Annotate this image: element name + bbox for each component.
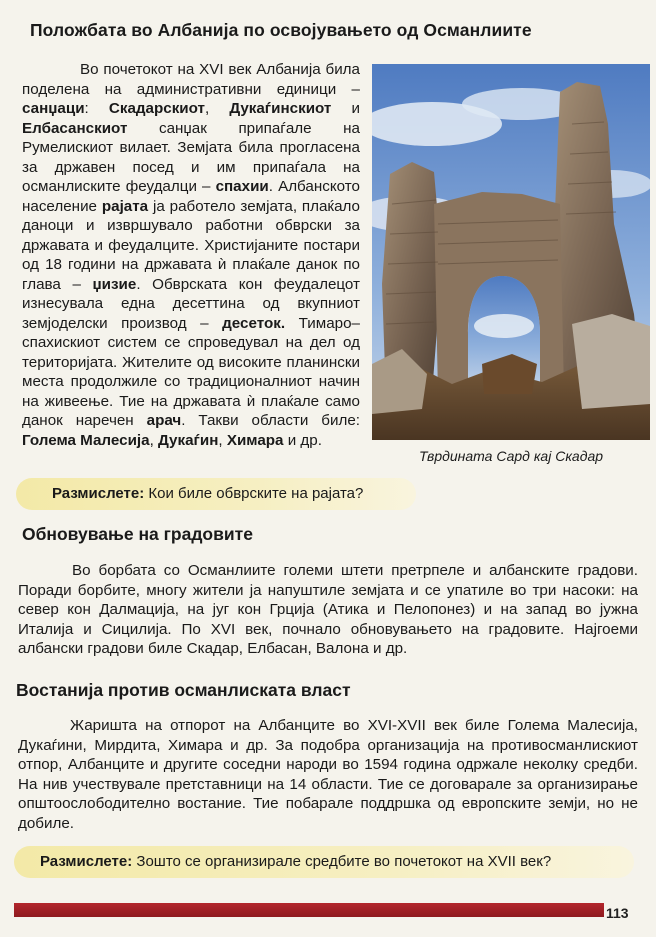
fortress-photo <box>372 64 650 440</box>
photo-caption: Тврдината Сард кај Скадар <box>418 448 604 464</box>
page-number: 113 <box>606 905 629 921</box>
bold-term: Дукаѓинскиот <box>229 100 332 117</box>
heading-uprisings: Востанија против османлиската власт <box>16 680 351 700</box>
text-run: и др. <box>283 431 322 449</box>
fortress-illustration <box>372 64 650 440</box>
bold-term: џизие <box>92 275 137 293</box>
text-run: , <box>149 431 159 449</box>
reflection-question: Кои биле обврските на рајата? <box>144 485 364 502</box>
text-run: и <box>331 100 360 117</box>
bold-term: рајата <box>101 197 149 215</box>
bold-term: Химара <box>226 431 284 449</box>
text-run: . Албанското население <box>22 178 360 215</box>
bold-term: Скадарскиот <box>108 100 205 117</box>
reflection-label: Размислете: <box>52 485 145 502</box>
uprisings-paragraph: Жаришта на отпорот на Албанците во XVI-XVII век биле Голема Малесија, Дукаѓини, Мирдита, Химара и др. За подобра организација на противосманлискиот отпор, Албанците и другите соседни народи во 1594 година одржале неколку средби. На нив учествувале претставници на 14 области. Тие се договарале за организирање општоослободително востание. Тие побарале поддршка од европските земји, но не добиле. <box>18 717 638 832</box>
text-run: , <box>218 431 227 449</box>
heading-cities-renewal: Обновување на градовите <box>22 524 253 544</box>
bold-term: спахии <box>215 178 269 195</box>
text-run: , <box>204 100 230 117</box>
text-run: . Обврската кон феудалецот изнесувала една десеттина од вкупниот земјоделски производ – <box>22 275 361 332</box>
text-run: Во почетокот на XVI век Албанија била поделена на административни единици – <box>22 61 360 98</box>
bold-term: Дукаѓин <box>158 431 219 449</box>
text-run: ја работело земјата, плаќало даноци и извршувало работни обврски за државата и феудалците. Христијаните постари од 18 години на државата ѝ плаќале данок по глава – <box>22 197 360 293</box>
text-run: санџак припаѓале на Румелискиот вилает. Земјата била прогласена за државен посед и им припаѓала на османлиските феудалци – <box>22 119 360 195</box>
text-run: : <box>84 100 109 117</box>
cities-paragraph: Во борбата со Османлиите големи штети претрпеле и албанските градови. Поради борбите, многу жители ја напуштиле земјата и се упатиле во три насоки: на север кон Далмација, на југ кон Грција (Атика и Пелопонез) и на запад во јужна Италија и Сицилија. По XVI век, почнало обновувањето на градовите. Најгоеми албански градови биле Скадар, Елбасан, Валона и др. <box>18 562 638 657</box>
section-title: Положбата во Албанија по освојувањето од Османлиите <box>30 20 532 40</box>
footer-bar <box>14 903 604 917</box>
reflection-box-2 <box>14 846 634 878</box>
bold-term: Елбасанскиот <box>22 119 128 137</box>
bold-term: санџаци <box>22 100 85 117</box>
bold-term: арач <box>146 412 182 429</box>
text-run: Тимаро–спахискиот систем се спроведувал на дел од територијата. Жителите од високите планински места продолжиле со традиционалниот начин на живеење. Тие на државата ѝ плаќале само данок наречен <box>22 314 360 429</box>
bold-term: Голема Малесија <box>22 431 150 449</box>
intro-paragraph <box>22 60 360 450</box>
text-run: . Такви области биле: <box>181 412 360 429</box>
bold-term: десеток. <box>222 314 286 332</box>
reflection-question: Зошто се организирале средбите во почетокот на XVII век? <box>132 853 552 870</box>
reflection-label: Размислете: <box>40 853 133 870</box>
reflection-box <box>16 478 416 510</box>
